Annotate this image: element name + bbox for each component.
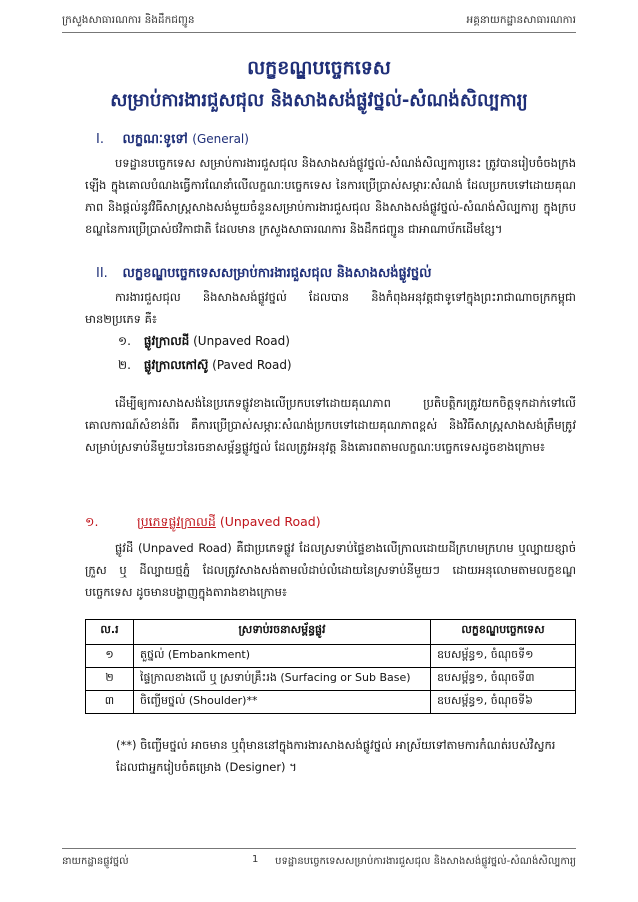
subsection-1-heading (85, 514, 321, 533)
table-header-row (86, 620, 576, 645)
table-footnote: (**) ចិញ្ចើមថ្នល់ អាចមាន ឬពុំមាននៅក្នុងការងារសាងសង់ផ្លូវថ្នល់ អាស្រ័យទៅតាមការកំណត់របស់វិស្វករដែលជាអ្នករៀបចំគម្រោង (Designer) ។ (116, 738, 556, 774)
section-2-paragraph: ការងារជួសជុល និងសាងសង់ផ្លូវថ្នល់ ដែលបាន និងកំពុងអនុវត្តជាទូទៅក្នុងព្រះរាជាណាចក្រកម្ពុជា មាន២ប្រភេទ គឺ៖ (85, 290, 576, 326)
layers-table (85, 619, 576, 714)
section-2-title: លក្ខខណ្ឌបច្ចេកទេសសម្រាប់ការងារជួសជុល និងសាងសង់ផ្លូវថ្នល់ (122, 266, 432, 281)
cell-spec: ឧបសម្ព័ន្ធ១, ចំណុចទី១ (431, 645, 576, 668)
section-1-heading (96, 131, 249, 150)
header-department: អគ្គនាយកដ្ឋានសាធារណការ (466, 14, 576, 26)
doc-subtitle: សម្រាប់ការងារជួសជុល និងសាងសង់ផ្លូវថ្នល់-សំណង់សិល្បការ្យ (110, 90, 528, 111)
list-item: ១. ផ្លូវក្រាលដី (Unpaved Road) (118, 334, 290, 348)
footer-doc-title: បទដ្ឋានបច្ចេកទេសសម្រាប់ការងារជួសជុល និងសាងសង់ផ្លូវថ្នល់-សំណង់សិល្បការ្យ (275, 856, 576, 867)
doc-title: លក្ខខណ្ឌបច្ចេកទេស (247, 57, 391, 79)
cell-layer: តួថ្នល់ (Embankment) (134, 645, 431, 668)
cell-no: ១ (86, 645, 134, 668)
col-header-spec: លក្ខខណ្ឌបច្ចេកទេស (431, 620, 576, 645)
list-item: ២. ផ្លូវក្រាលកៅស៊ូ (Paved Road) (118, 358, 292, 372)
list-item-en: (Unpaved Road) (193, 334, 290, 348)
table-row (86, 668, 576, 691)
page-header (62, 10, 576, 33)
cell-layer: ចិញ្ចើមថ្នល់ (Shoulder)** (134, 691, 431, 714)
subsection-1-number: ១. (85, 514, 99, 529)
page-number: 1 (252, 854, 259, 865)
section-1-number: I. (96, 132, 104, 147)
col-header-no: ល.រ (86, 620, 134, 645)
col-header-layer: ស្រទាប់រចនាសម្ព័ន្ធផ្លូវ (134, 620, 431, 645)
list-item-label: ផ្លូវក្រាលកៅស៊ូ (143, 358, 209, 372)
section-1-paragraph: បទដ្ឋានបច្ចេកទេស សម្រាប់ការងារជួសជុល និងសាងសង់ផ្លូវថ្នល់-សំណង់សិល្បការ្យនេះ ត្រូវបានរៀបចំចងក្រងឡើង ក្នុងគោលបំណងធ្វើការណែនាំលើលក្ខណៈបច្ចេកទេស នៃការប្រើប្រាស់សម្ភារៈសំណង់ ដែលប្រកបទៅដោយគុណភាព និងផ្តល់នូវវិធីសាស្ត្រសាងសង់មួយចំនួនសម្រាប់ការងារជួសជុល និងសាងសង់ផ្លូវថ្នល់-សំណង់សិល្បការ្យ ក្នុងក្របខណ្ឌនៃការប្រើប្រាស់ថវិកាជាតិ ដែលមាន ក្រសួងសាធារណការ និងដឹកជញ្ជូន ជាអាណាប័កដើមខ្សែ។ (85, 156, 576, 236)
cell-no: ២ (86, 668, 134, 691)
cell-spec: ឧបសម្ព័ន្ធ១, ចំណុចទី៣ (431, 668, 576, 691)
table-row (86, 645, 576, 668)
section-2-number: II. (96, 266, 108, 281)
section-2-heading (96, 265, 432, 284)
table-row (86, 691, 576, 714)
cell-layer: ផ្ទៃក្រាលខាងលើ ឬ ស្រទាប់គ្រឹះរង (Surfacing or Sub Base) (134, 668, 431, 691)
page-footer (62, 848, 576, 869)
list-item-en: (Paved Road) (212, 358, 292, 372)
subsection-1-title: ប្រភេទផ្លូវក្រាលដី (136, 514, 216, 529)
section-1-title-en: (General) (192, 132, 249, 146)
section-2-paragraph-2: ដើម្បីឲ្យការសាងសង់នៃប្រភេទផ្លូវខាងលើប្រកបទៅដោយគុណភាព ប្រតិបត្តិករត្រូវយកចិត្តទុកដាក់ទៅលើគោលការណ៍សំខាន់ពីរ គឺការប្រើប្រាស់សម្ភារៈសំណង់ប្រកបទៅដោយគុណភាពខ្ពស់ និងវិធីសាស្ត្រសាងសង់ត្រឹមត្រូវ សម្រាប់ស្រទាប់នីមួយៗនៃរចនាសម្ព័ន្ធផ្លូវថ្នល់ ដែលត្រូវអនុវត្ត និងគោរពតាមលក្ខណៈបច្ចេកទេសដូចខាងក្រោម៖ (85, 396, 576, 454)
subsection-1-title-en: (Unpaved Road) (219, 514, 321, 529)
footer-department: នាយកដ្ឋានផ្លូវថ្នល់ (62, 856, 129, 867)
cell-no: ៣ (86, 691, 134, 714)
cell-spec: ឧបសម្ព័ន្ធ១, ចំណុចទី៦ (431, 691, 576, 714)
list-item-label: ផ្លូវក្រាលដី (143, 334, 190, 348)
header-ministry: ក្រសួងសាធារណការ និងដឹកជញ្ជូន (62, 14, 195, 26)
section-1-title: លក្ខណៈទូទៅ (122, 132, 188, 147)
subsection-1-paragraph: ផ្លូវដី (Unpaved Road) គឺជាប្រភេទផ្លូវ ដែលស្រទាប់ផ្ទៃខាងលើក្រាលដោយដីក្រហមក្រហម ឬល្បាយខ្សាច់ក្រួស ឬ ដីល្បាយថ្មភ្នំ ដែលត្រូវសាងសង់តាមលំដាប់លំដោយនៃស្រទាប់នីមួយៗ ដោយអនុលោមតាមលក្ខខណ្ឌបច្ចេកទេស ដូចមានបង្ហាញក្នុងតារាងខាងក្រោម៖ (85, 541, 576, 599)
